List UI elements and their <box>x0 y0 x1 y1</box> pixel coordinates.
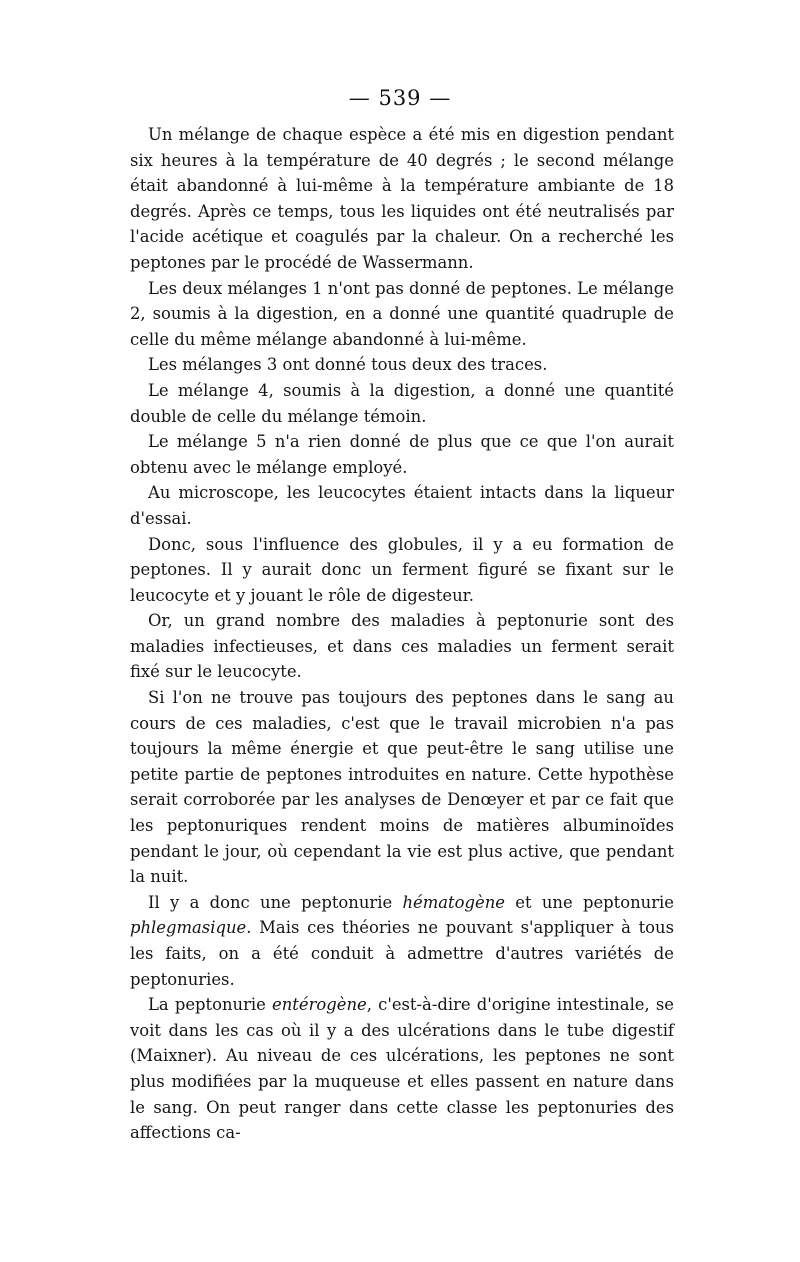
paragraph-mixture-4: Le mélange 4, soumis à la digestion, a donné une quantité double de celle du mélange témoin. <box>130 380 674 426</box>
paragraph-mixture-1-2: Les deux mélanges 1 n'ont pas donné de peptones. Le mélange 2, soumis à la digestion, en a donné une quantité quadruple de celle du même mélange abandonné à lui-même. <box>130 278 674 349</box>
paragraph-digestion-method: Un mélange de chaque espèce a été mis en digestion pendant six heures à la température de 40 degrés ; le second mélange était abandonné à lui-même à la température ambiante de 18 degrés. Après ce temps, tous les liquides ont été neutralisés par l'acide acétique et coagulés par la chaleur. On a recherché les peptones par le procédé de Wassermann. <box>130 125 674 272</box>
enterogene-text-a: La peptonurie <box>148 995 273 1015</box>
paragraph-mixture-5: Le mélange 5 n'a rien donné de plus que ce que l'on aurait obtenu avec le mélange employé. <box>130 432 674 477</box>
enterogene-text-c: , c'est-à-dire d'origine intestinale, se voit dans les cas où il y a des ulcérations dans le tube digestif (Maixner). Au niveau de ces ulcérations, les peptones ne sont plus modifiées par la muqueuse et elles passent en nature dans le sang. On peut ranger dans cette classe les peptonuries des affections ca- <box>130 995 675 1143</box>
enterogene-term: entérogène <box>272 995 367 1015</box>
paragraph-enterogene <box>130 992 674 1146</box>
paragraph-hematogene <box>130 890 674 992</box>
phlegmasique-term: phlegmasique <box>130 918 247 938</box>
paragraph-mixture-3: Les mélanges 3 ont donné tous deux des traces. <box>148 355 548 375</box>
page-number: — 539 — <box>348 86 452 110</box>
hematogene-text-a: Il y a donc une peptonurie <box>148 892 403 912</box>
hematogene-text-c: et une peptonurie <box>504 892 674 912</box>
hematogene-term: hématogène <box>402 892 505 912</box>
paragraph-blood-peptones: Si l'on ne trouve pas toujours des peptones dans le sang au cours de ces maladies, c'est que le travail microbien n'a pas toujours la même énergie et que peut-être le sang utilise une petite partie de peptones introduites en nature. Cette hypothèse serait corroborée par les analyses de Denœyer et par ce fait que les peptonuriques rendent moins de matières albuminoïdes pendant le jour, où cependant la vie est plus active, que pendant la nuit. <box>130 688 674 887</box>
hematogene-text-e: . Mais ces théories ne pouvant s'appliquer à tous les faits, on a été conduit à admettre d'autres variétés de peptonuries. <box>130 918 674 989</box>
paragraph-microscope: Au microscope, les leucocytes étaient intacts dans la liqueur d'essai. <box>130 483 674 528</box>
paragraph-conclusion: Donc, sous l'influence des globules, il y a eu formation de peptones. Il y aurait donc un ferment figuré se fixant sur le leucocyte et y jouant le rôle de digesteur. <box>130 534 674 605</box>
paragraph-infectious-diseases: Or, un grand nombre des maladies à peptonurie sont des maladies infectieuses, et dans ces maladies un ferment serait fixé sur le leucocyte. <box>130 611 674 682</box>
body-text <box>130 122 674 1146</box>
